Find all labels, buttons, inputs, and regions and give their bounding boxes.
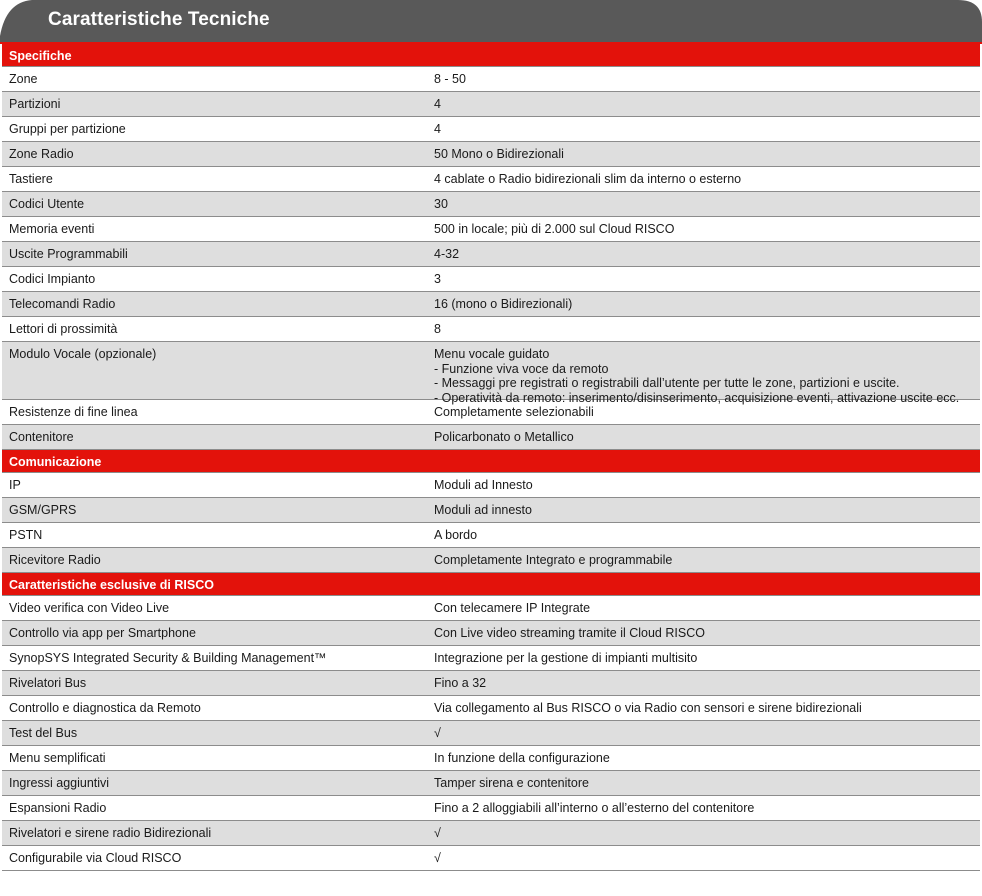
row-value bbox=[426, 425, 980, 445]
section-header: Specifiche bbox=[2, 44, 980, 67]
row-label: Video verifica con Video Live bbox=[9, 601, 170, 615]
row-value bbox=[426, 821, 980, 841]
row-label: Partizioni bbox=[9, 97, 61, 111]
row-value-line: Tamper sirena e contenitore bbox=[434, 776, 589, 790]
row-label: Configurabile via Cloud RISCO bbox=[9, 851, 182, 865]
title-bar bbox=[0, 0, 982, 44]
row-label: Menu semplificati bbox=[9, 751, 106, 765]
row-label: Modulo Vocale (opzionale) bbox=[9, 347, 157, 361]
row-label: Ricevitore Radio bbox=[9, 553, 101, 567]
row-value-line: Completamente Integrato e programmabile bbox=[434, 553, 673, 567]
row-value-line: 4 bbox=[434, 97, 441, 111]
table-row bbox=[2, 821, 980, 846]
section-header: Caratteristiche esclusive di RISCO bbox=[2, 573, 980, 596]
row-label: Controllo via app per Smartphone bbox=[9, 626, 196, 640]
row-value-line: Moduli ad innesto bbox=[434, 503, 532, 517]
row-label: Controllo e diagnostica da Remoto bbox=[9, 701, 201, 715]
row-value-line: - Funzione viva voce da remoto bbox=[434, 361, 609, 376]
table-row bbox=[2, 796, 980, 821]
row-label: Rivelatori e sirene radio Bidirezionali bbox=[9, 826, 212, 840]
row-value-line: 8 bbox=[434, 322, 441, 336]
row-value-line: Con telecamere IP Integrate bbox=[434, 601, 591, 615]
table-row bbox=[2, 67, 980, 92]
table-row bbox=[2, 473, 980, 498]
row-label: Contenitore bbox=[9, 430, 74, 444]
row-value-line: - Messaggi pre registrati o registrabili dall’utente per tutte le zone, partizioni e uscite. bbox=[434, 376, 900, 390]
table-row bbox=[2, 425, 980, 450]
table-row bbox=[2, 217, 980, 242]
row-value bbox=[426, 473, 980, 493]
row-value bbox=[426, 498, 980, 518]
row-label: Zone Radio bbox=[9, 147, 74, 161]
row-value bbox=[426, 846, 980, 866]
table-row bbox=[2, 671, 980, 696]
table-row bbox=[2, 846, 980, 871]
row-value-line: Fino a 32 bbox=[434, 676, 487, 690]
row-value bbox=[426, 671, 980, 691]
row-value-line: 4 cablate o Radio bidirezionali slim da interno o esterno bbox=[434, 172, 742, 186]
row-label: GSM/GPRS bbox=[9, 503, 77, 517]
row-value-line: √ bbox=[434, 851, 441, 865]
table-row bbox=[2, 292, 980, 317]
row-value bbox=[426, 646, 980, 666]
table-row bbox=[2, 548, 980, 573]
row-label: PSTN bbox=[9, 528, 43, 542]
row-label: Codici Utente bbox=[9, 197, 85, 211]
row-value bbox=[426, 523, 980, 543]
row-value-line: 50 Mono o Bidirezionali bbox=[434, 147, 564, 161]
section-header: Comunicazione bbox=[2, 450, 980, 473]
table-row bbox=[2, 142, 980, 167]
row-label: Telecomandi Radio bbox=[9, 297, 116, 311]
table-row bbox=[2, 696, 980, 721]
row-value bbox=[426, 796, 980, 816]
table-row bbox=[2, 192, 980, 217]
table-row bbox=[2, 771, 980, 796]
row-value-line: 8 - 50 bbox=[434, 72, 466, 86]
table-row bbox=[2, 621, 980, 646]
row-value-line: 500 in locale; più di 2.000 sul Cloud RISCO bbox=[434, 222, 675, 236]
row-value-line: √ bbox=[434, 826, 441, 840]
row-value bbox=[426, 342, 980, 405]
row-value-line: 30 bbox=[434, 197, 448, 211]
row-value bbox=[426, 696, 980, 716]
spec-table bbox=[2, 44, 980, 871]
row-value-line: A bordo bbox=[434, 528, 478, 542]
row-value bbox=[426, 292, 980, 312]
table-row bbox=[2, 167, 980, 192]
row-value bbox=[426, 92, 980, 112]
row-value-line: Completamente selezionabili bbox=[434, 405, 594, 419]
table-row bbox=[2, 117, 980, 142]
row-value bbox=[426, 142, 980, 162]
table-row bbox=[2, 317, 980, 342]
row-value-line: Via collegamento al Bus RISCO o via Radio con sensori e sirene bidirezionali bbox=[434, 701, 862, 715]
table-row bbox=[2, 721, 980, 746]
row-value bbox=[426, 317, 980, 337]
row-label: Tastiere bbox=[9, 172, 53, 186]
row-value bbox=[426, 242, 980, 262]
row-value-line: - Operatività da remoto: inserimento/disinserimento, acquisizione eventi, attivazione uscite ecc. bbox=[434, 390, 960, 405]
row-label: Zone bbox=[9, 72, 38, 86]
row-label: Rivelatori Bus bbox=[9, 676, 87, 690]
row-value-line: Policarbonato o Metallico bbox=[434, 430, 574, 444]
table-row bbox=[2, 498, 980, 523]
row-value-line: Integrazione per la gestione di impianti multisito bbox=[434, 651, 698, 665]
table-row bbox=[2, 267, 980, 292]
table-row bbox=[2, 596, 980, 621]
row-value-line: Fino a 2 alloggiabili all’interno o all’esterno del contenitore bbox=[434, 801, 755, 815]
row-label: Test del Bus bbox=[9, 726, 78, 740]
row-value bbox=[426, 67, 980, 87]
page-title: Caratteristiche Tecniche bbox=[48, 9, 270, 30]
row-value-line: Menu vocale guidato bbox=[434, 347, 550, 361]
row-value-line: In funzione della configurazione bbox=[434, 751, 610, 765]
table-row bbox=[2, 342, 980, 405]
row-value bbox=[426, 400, 980, 420]
table-row bbox=[2, 400, 980, 425]
row-value bbox=[426, 217, 980, 237]
row-value-line: Con Live video streaming tramite il Cloud RISCO bbox=[434, 626, 705, 640]
row-value bbox=[426, 721, 980, 741]
row-value bbox=[426, 167, 980, 187]
row-label: Codici Impianto bbox=[9, 272, 96, 286]
row-label: Resistenze di fine linea bbox=[9, 405, 138, 419]
row-label: Memoria eventi bbox=[9, 222, 95, 236]
row-label: Espansioni Radio bbox=[9, 801, 107, 815]
row-label: SynopSYS Integrated Security & Building Management™ bbox=[9, 651, 327, 665]
row-value bbox=[426, 596, 980, 616]
row-value bbox=[426, 267, 980, 287]
table-row bbox=[2, 646, 980, 671]
row-value bbox=[426, 192, 980, 212]
table-row bbox=[2, 242, 980, 267]
row-value-line: Moduli ad Innesto bbox=[434, 478, 533, 492]
row-label: Gruppi per partizione bbox=[9, 122, 126, 136]
row-value bbox=[426, 746, 980, 766]
row-value bbox=[426, 621, 980, 641]
row-label: Uscite Programmabili bbox=[9, 247, 128, 261]
row-label: Lettori di prossimità bbox=[9, 322, 118, 336]
table-row bbox=[2, 523, 980, 548]
row-label: IP bbox=[9, 478, 21, 492]
row-value-line: 16 (mono o Bidirezionali) bbox=[434, 297, 573, 311]
row-value bbox=[426, 117, 980, 137]
table-row bbox=[2, 746, 980, 771]
row-value-line: 4 bbox=[434, 122, 441, 136]
row-value bbox=[426, 548, 980, 568]
row-value-line: √ bbox=[434, 726, 441, 740]
row-value-line: 4-32 bbox=[434, 247, 460, 261]
row-label: Ingressi aggiuntivi bbox=[9, 776, 110, 790]
row-value-line: 3 bbox=[434, 272, 441, 286]
row-value bbox=[426, 771, 980, 791]
table-row bbox=[2, 92, 980, 117]
